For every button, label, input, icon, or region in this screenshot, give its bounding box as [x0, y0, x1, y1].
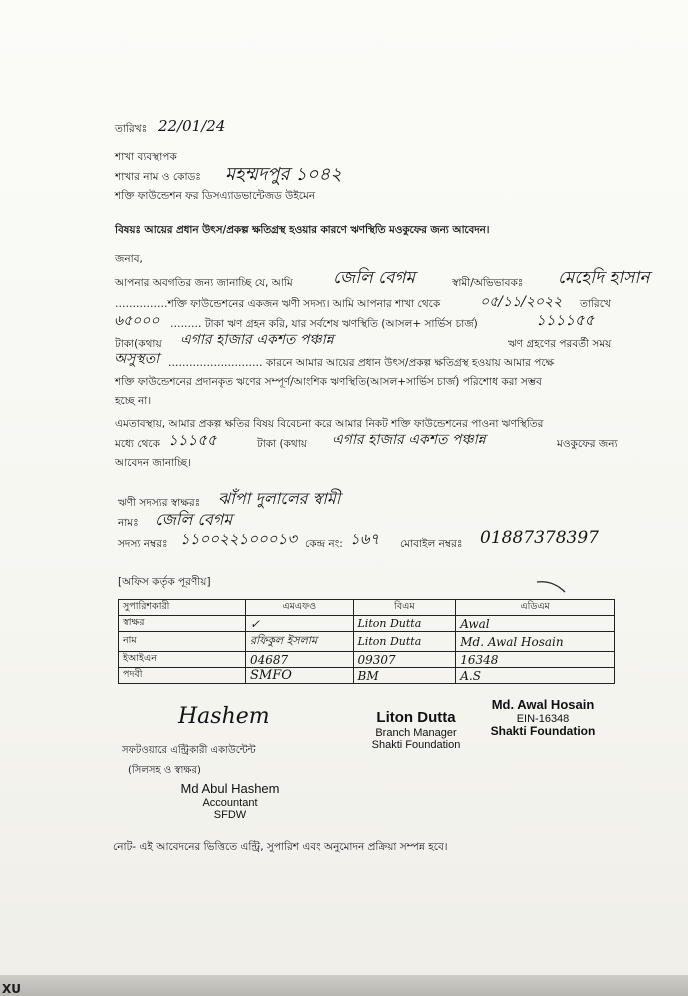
- accountant-stamp-name: Md Abul Hashem: [180, 781, 280, 796]
- adm-designation-text: A.S: [460, 668, 481, 683]
- para1-line3: ……… টাকা ঋণ গ্রহন করি, যার সর্বশেষ ঋণস্থিতি (আসল+ সার্ভিস চার্জ): [170, 318, 478, 330]
- para1-line7: হচ্ছে না।: [115, 395, 152, 407]
- member-signature-handwritten: ঝাঁপা দুলালের স্বামী: [218, 489, 341, 508]
- loan-date-handwritten: ০৫/১১/২০২২: [480, 294, 563, 310]
- adm-stamp-ein: EIN-16348: [516, 712, 570, 725]
- table-row: [119, 652, 615, 668]
- para1-line5: ……………………… কারনে আমার আয়ের প্রধান উৎস/প্রকল্প ক্ষতিগ্রস্থ হওয়ায় আমার পক্ষে: [168, 357, 555, 369]
- para2-line1: এমতাবস্থায়, আমার প্রকল্প ক্ষতির বিষয় বিবেচনা করে আমার নিকট শক্তি ফাউন্ডেশনের পাওনা ঋণস্থিতির: [115, 418, 544, 430]
- mfo-ein-text: 04687: [250, 652, 289, 667]
- member-signature-label: ঋণী সদস্যর স্বাক্ষরঃ: [118, 497, 201, 509]
- para2-line2a: মধ্যে থেকে: [115, 438, 160, 450]
- reason-handwritten: অসুস্থতা: [114, 351, 160, 367]
- guardian-handwritten: মেহেদি হাসান: [558, 268, 650, 288]
- balance-handwritten: ১১১১৫৫: [536, 311, 595, 329]
- adm-designation: [456, 668, 615, 684]
- mfo-signature: [246, 616, 354, 632]
- adm-name-text: Md. Awal Hosain: [460, 634, 564, 649]
- mfo-name-text: রফিকুল ইসলাম: [250, 634, 318, 647]
- para1-line4b: ঋণ গ্রহণের পরবর্তী সময়: [508, 338, 612, 350]
- para1-line2-end: তারিখে: [580, 298, 611, 310]
- member-number-handwritten: ১১০০২২১০০০১৩: [180, 530, 297, 548]
- corner-mark: XU: [2, 982, 21, 996]
- para2-line3: আবেদন জানাচ্ছি।: [115, 457, 191, 469]
- office-fill-label: [অফিস কর্তৃক পূরণীয়]: [118, 576, 211, 588]
- adm-name: [456, 632, 615, 652]
- table-row: [119, 668, 615, 684]
- waive-amount-handwritten: ১১১৫৫: [168, 431, 217, 449]
- para1-line1a: আপনার অবগতির জন্য জানাচ্ছি যে, আমি: [115, 277, 293, 289]
- kendra-handwritten: ১৬৭: [350, 530, 380, 548]
- adm-ein-text: 16348: [460, 652, 499, 667]
- mfo-designation: [246, 668, 354, 684]
- para1-line4a: টাকা(কথায়: [115, 338, 162, 350]
- adm-ein: [456, 652, 615, 668]
- footnote: নোট- এই আবেদনের ভিত্তিতে এন্ট্রি, সুপারিশ এবং অনুমোদন প্রক্রিয়া সম্পন্ন হবে।: [113, 841, 448, 853]
- header-adm: এডিএম: [456, 600, 615, 616]
- adm-stamp-name: Md. Awal Hosain: [491, 697, 595, 712]
- para2-line2c: মওকুফের জন্য: [557, 438, 618, 450]
- date-handwritten: 22/01/24: [158, 117, 226, 135]
- mfo-name: [246, 632, 354, 652]
- para1-line2: ……………শক্তি ফাউন্ডেশনের একজন ঋণী সদস্য। আমি আপনার শাখা থেকে: [115, 298, 441, 310]
- header-bm: বিএম: [353, 600, 456, 616]
- branch-label: শাখার নাম ও কোডঃ: [115, 171, 201, 183]
- para1-line6: শক্তি ফাউন্ডেশনের প্রদানকৃত ঋণের সম্পূর্ণ/আংশিক ঋণস্থিতি(আসল+সার্ভিস চার্জ) পরিশোধ করা সম্ভব: [115, 376, 542, 388]
- scan-bottom-edge: [0, 975, 688, 996]
- mobile-label: মোবাইল নম্বরঃ: [400, 538, 463, 550]
- branch-handwritten: মহম্মদপুর ১০৪২: [225, 164, 342, 185]
- name-label: নামঃ: [118, 517, 139, 529]
- adm-signature-text: Awal: [460, 616, 490, 631]
- header-recommender: সুপারিশকারী: [119, 600, 246, 616]
- bm-stamp-name: Liton Dutta: [376, 709, 456, 726]
- accountant-stamp: [160, 782, 300, 821]
- adm-stamp-org: Shakti Foundation: [490, 723, 596, 738]
- branch-manager-stamp: [362, 710, 470, 751]
- kendra-label: কেন্দ্র নং:: [305, 538, 343, 550]
- bm-ein-text: 09307: [357, 652, 396, 667]
- mobile-handwritten: 01887378397: [480, 528, 599, 548]
- adm-signature: [456, 616, 615, 632]
- bm-name-text: Liton Dutta: [357, 635, 422, 648]
- accountant-caption: সফটওয়ারে এন্ট্রিকারী একাউন্টেন্ট: [122, 745, 256, 756]
- bm-stamp-org: Shakti Foundation: [371, 739, 461, 752]
- mfo-signature-text: ✓: [250, 616, 261, 631]
- row-label-name: নাম: [119, 632, 246, 652]
- bm-signature-text: Liton Dutta: [357, 617, 422, 630]
- date-label: তারিখঃ: [115, 123, 148, 135]
- para2-line2b: টাকা (কথায়: [257, 438, 307, 450]
- amount-words-handwritten: এগার হাজার একশত পঞ্চান্ন: [180, 332, 334, 348]
- waive-words-handwritten: এগার হাজার একশত পঞ্চান্ন: [332, 432, 486, 448]
- para1-line1b: স্বামী/অভিভাবকঃ: [452, 277, 524, 289]
- row-label-ein: ইআইএন: [119, 652, 246, 668]
- approval-table: [118, 599, 615, 684]
- row-label-designation: পদবী: [119, 668, 246, 684]
- table-header-row: [119, 600, 615, 616]
- accountant-stamp-org: SFDW: [213, 808, 247, 821]
- table-row: [119, 632, 615, 652]
- accountant-stamp-title: Accountant: [202, 796, 258, 809]
- mfo-ein: [246, 652, 354, 668]
- bm-ein: [353, 652, 456, 668]
- manager-line: শাখা ব্যবস্থাপক: [115, 151, 177, 163]
- bm-designation-text: BM: [357, 668, 379, 683]
- adm-stamp: [478, 698, 608, 738]
- member-number-label: সদস্য নম্বরঃ: [118, 538, 168, 550]
- salutation: জনাব,: [115, 253, 143, 265]
- accountant-signature: Hashem: [178, 704, 270, 729]
- organization-name: শক্তি ফাউন্ডেশন ফর ডিসএ্যাডভান্টেজড উইমেন: [115, 190, 316, 202]
- corner-tick-mark: [535, 578, 575, 598]
- accountant-subcaption: (সিলসহ ও স্বাক্ষর): [128, 765, 201, 776]
- loan-amount-handwritten: ৬৫০০০: [114, 313, 160, 329]
- bm-signature: [353, 616, 456, 632]
- table-row: [119, 616, 615, 632]
- name-handwritten: জেলি বেগম: [155, 510, 233, 529]
- subject-line: বিষয়ঃ আয়ের প্রধান উৎস/প্রকল্প ক্ষতিগ্রস্থ হওয়ার কারণে ঋণস্থিতি মওকুফের জন্য আবেদন।: [115, 224, 490, 236]
- bm-name: [353, 632, 456, 652]
- row-label-signature: স্বাক্ষর: [119, 616, 246, 632]
- header-mfo: এমএফও: [246, 600, 354, 616]
- mfo-designation-text: SMFO: [250, 668, 292, 683]
- member-name-handwritten: জেলি বেগম: [333, 268, 415, 288]
- bm-designation: [353, 668, 456, 684]
- bm-stamp-title: Branch Manager: [375, 726, 457, 739]
